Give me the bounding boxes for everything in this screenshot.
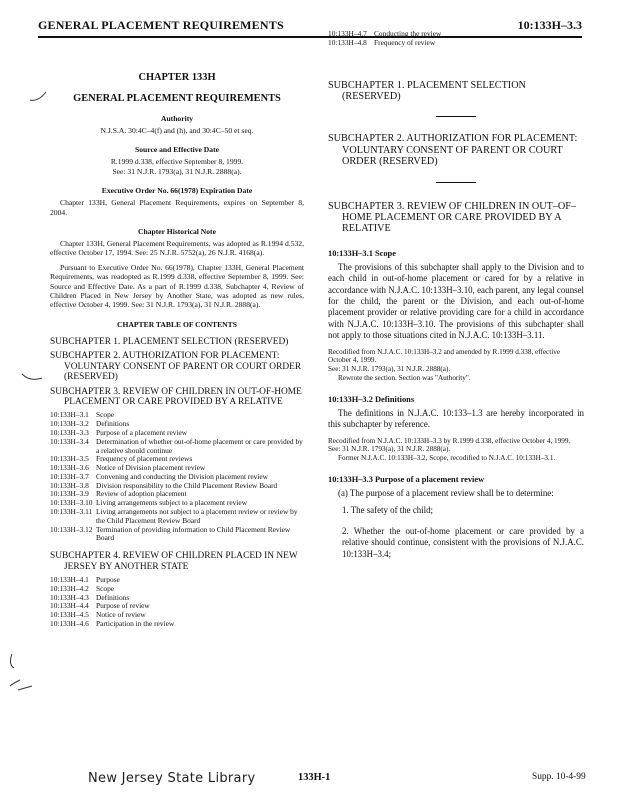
section-3-2-body: The definitions in N.J.A.C. 10:133–1.3 are hereby incorporated in this subchapter by reference. xyxy=(328,407,584,430)
toc-entry[interactable]: 10:133H–4.6 Participation in the review xyxy=(50,619,175,629)
toc-entry[interactable]: 10:133H–3.1 Scope xyxy=(50,410,115,420)
historical-note-heading: Chapter Historical Note xyxy=(138,227,216,237)
toc-list-subchapter-4 xyxy=(50,576,304,629)
page-number: 133H-1 xyxy=(298,772,331,783)
section-3-1-note: Recodified from N.J.A.C. 10:133H–3.2 and amended by R.1999 d.338, effective October 4, 1999. See: 31 N.J.R. 1793(a), 31 N.J.R. 2888(a). Rewrote the section. Section was "Authority". xyxy=(328,347,561,383)
scan-mark-icon xyxy=(20,372,44,384)
toc-list-continued xyxy=(328,30,584,48)
toc-entry[interactable]: 10:133H–3.8 Division responsibility to the Child Placement Review Board xyxy=(50,480,278,490)
header-title: GENERAL PLACEMENT REQUIREMENTS xyxy=(38,18,284,32)
subchapter-3-heading: SUBCHAPTER 3. REVIEW OF CHILDREN IN OUT–OF–HOME PLACEMENT OR CARE PROVIDED BY A RELATIVE xyxy=(328,200,576,235)
chapter-title: GENERAL PLACEMENT REQUIREMENTS xyxy=(73,93,281,104)
section-3-1-body: The provisions of this subchapter shall apply to the Division and to each child in out-of-home placement or cared for by a relative in accordance with N.J.A.C. 10:133H–3.10, each parent, any legal counsel for the child, the parent or the Division, and each out-of-home placement provider or relative providing care for a child in accordance with N.J.A.C. 10:133H–3.10. The provisions of this subchapter shall not apply to those situations cited in N.J.A.C. 10:133H–3.11. xyxy=(328,261,584,341)
toc-entry[interactable]: 10:133H–4.7 Conducting the review xyxy=(328,29,442,38)
toc-entry[interactable]: 10:133H–3.9 Review of adoption placement xyxy=(50,489,187,499)
section-3-1-heading: 10:133H–3.1 Scope xyxy=(328,248,396,258)
library-watermark: New Jersey State Library xyxy=(88,771,256,786)
toc-entry[interactable]: 10:133H–4.2 Scope xyxy=(50,583,115,593)
header-section: 10:133H–3.3 xyxy=(517,18,582,32)
toc-entry[interactable]: 10:133H–3.3 Purpose of a placement review xyxy=(50,427,188,437)
section-3-3-intro: (a) The purpose of a placement review shall be to determine: xyxy=(338,488,554,499)
section-3-2-note: Recodified from N.J.A.C. 10:133H–3.3 by R.1999 d.338, effective October 4, 1999. See: 31 N.J.R. 1793(a), 31 N.J.R. 2888(a). Former N.J.A.C. 10:133H–3.2, Scope, recodified to N.J.A.C. 10:133H–3.1. xyxy=(328,436,571,463)
section-divider xyxy=(436,182,476,183)
chapter-number: CHAPTER 133H xyxy=(138,72,216,83)
scan-mark-icon xyxy=(6,650,38,694)
authority-text: N.J.S.A. 30:4C–4(f) and (h), and 30:4C–50 et seq. xyxy=(100,126,254,135)
toc-entry[interactable]: 10:133H–4.3 Definitions xyxy=(50,592,130,602)
toc-entry[interactable]: 10:133H–3.10 Living arrangements subject to a placement review xyxy=(50,498,248,508)
supplement-date: Supp. 10-4-99 xyxy=(532,772,586,782)
toc-heading: CHAPTER TABLE OF CONTENTS xyxy=(117,319,237,329)
toc-entry[interactable]: 10:133H–3.4 Determination of whether out-of-home placement or care provided by a relative should continue xyxy=(50,436,303,455)
source-line: R.1999 d.338, effective September 8, 1999. xyxy=(110,157,244,167)
toc-entry[interactable]: 10:133H–4.1 Purpose xyxy=(50,575,120,585)
left-column xyxy=(50,44,304,629)
toc-subchapter: SUBCHAPTER 4. REVIEW OF CHILDREN PLACED IN NEW JERSEY BY ANOTHER STATE xyxy=(50,551,298,572)
executive-order-heading: Executive Order No. 66(1978) Expiration Date xyxy=(101,186,253,196)
toc-subchapter: SUBCHAPTER 2. AUTHORIZATION FOR PLACEMENT: VOLUNTARY CONSENT OF PARENT OR COURT ORDER (RESERVED) xyxy=(50,351,302,383)
toc-entry[interactable]: 10:133H–4.4 Purpose of review xyxy=(50,601,150,611)
source-heading: Source and Effective Date xyxy=(134,145,219,155)
section-3-3-item: 1. The safety of the child; xyxy=(342,505,434,516)
toc-list-subchapter-3 xyxy=(50,411,304,543)
toc-entry[interactable]: 10:133H–3.7 Convening and conducting the Division placement review xyxy=(50,471,268,481)
source-line: See: 31 N.J.R. 1793(a), 31 N.J.R. 2888(a). xyxy=(112,166,242,176)
toc-entry[interactable]: 10:133H–3.6 Notice of Division placement review xyxy=(50,463,206,473)
historical-note-text: Pursuant to Executive Order No. 66(1978), Chapter 133H, General Placement Requirements, was readopted as R.1999 d.338, effective September 8, 1999. See: Source and Effective Date. As a part of R.1999 d.338, Subchapter 4, Review of Children Placed in New Jersey by Another State, was adopted as new rules, effective October 4, 1999. See: 31 N.J.R. 1793(a), 31 N.J.R. 2888(a). xyxy=(50,262,304,310)
toc-entry[interactable]: 10:133H–3.2 Definitions xyxy=(50,419,130,429)
section-divider xyxy=(436,116,476,117)
section-3-3-item: 2. Whether the out-of-home placement or care provided by a relative should continue, consistent with the provisions of N.J.A.C. 10:133H–3.4; xyxy=(342,525,584,559)
toc-entry[interactable]: 10:133H–4.5 Notice of review xyxy=(50,610,146,620)
subchapter-1-heading: SUBCHAPTER 1. PLACEMENT SELECTION (RESERVED) xyxy=(328,79,526,102)
toc-entry[interactable]: 10:133H–3.11 Living arrangements not subject to a placement review or review by the Child Placement Review Board xyxy=(50,507,298,525)
executive-order-text: Chapter 133H, General Placement Requirements, expires on September 8, 2004. xyxy=(50,198,304,217)
subchapter-2-heading: SUBCHAPTER 2. AUTHORIZATION FOR PLACEMENT: VOLUNTARY CONSENT OF PARENT OR COURT ORDER (RESERVED) xyxy=(328,133,578,168)
section-3-3-heading: 10:133H–3.3 Purpose of a placement review xyxy=(328,475,485,485)
toc-entry[interactable]: 10:133H–3.5 Frequency of placement reviews xyxy=(50,454,193,464)
historical-note-text: Chapter 133H, General Placement Requirements, was adopted as R.1994 d.532, effective October 17, 1994. See: 25 N.J.R. 5752(a), 26 N.J.R. 4168(a). xyxy=(50,239,304,258)
right-column xyxy=(328,30,584,569)
toc-entry[interactable]: 10:133H–3.12 Termination of providing information to Child Placement Review Board xyxy=(50,524,291,543)
toc-entry[interactable]: 10:133H–4.8 Frequency of review xyxy=(328,37,436,47)
scan-mark-icon xyxy=(28,90,50,104)
section-3-2-heading: 10:133H–3.2 Definitions xyxy=(328,394,415,404)
authority-heading: Authority xyxy=(160,114,194,123)
toc-subchapter: SUBCHAPTER 1. PLACEMENT SELECTION (RESERVED) xyxy=(50,336,289,347)
toc-subchapter: SUBCHAPTER 3. REVIEW OF CHILDREN IN OUT-OF-HOME PLACEMENT OR CARE PROVIDED BY A RELATIVE xyxy=(50,386,302,407)
